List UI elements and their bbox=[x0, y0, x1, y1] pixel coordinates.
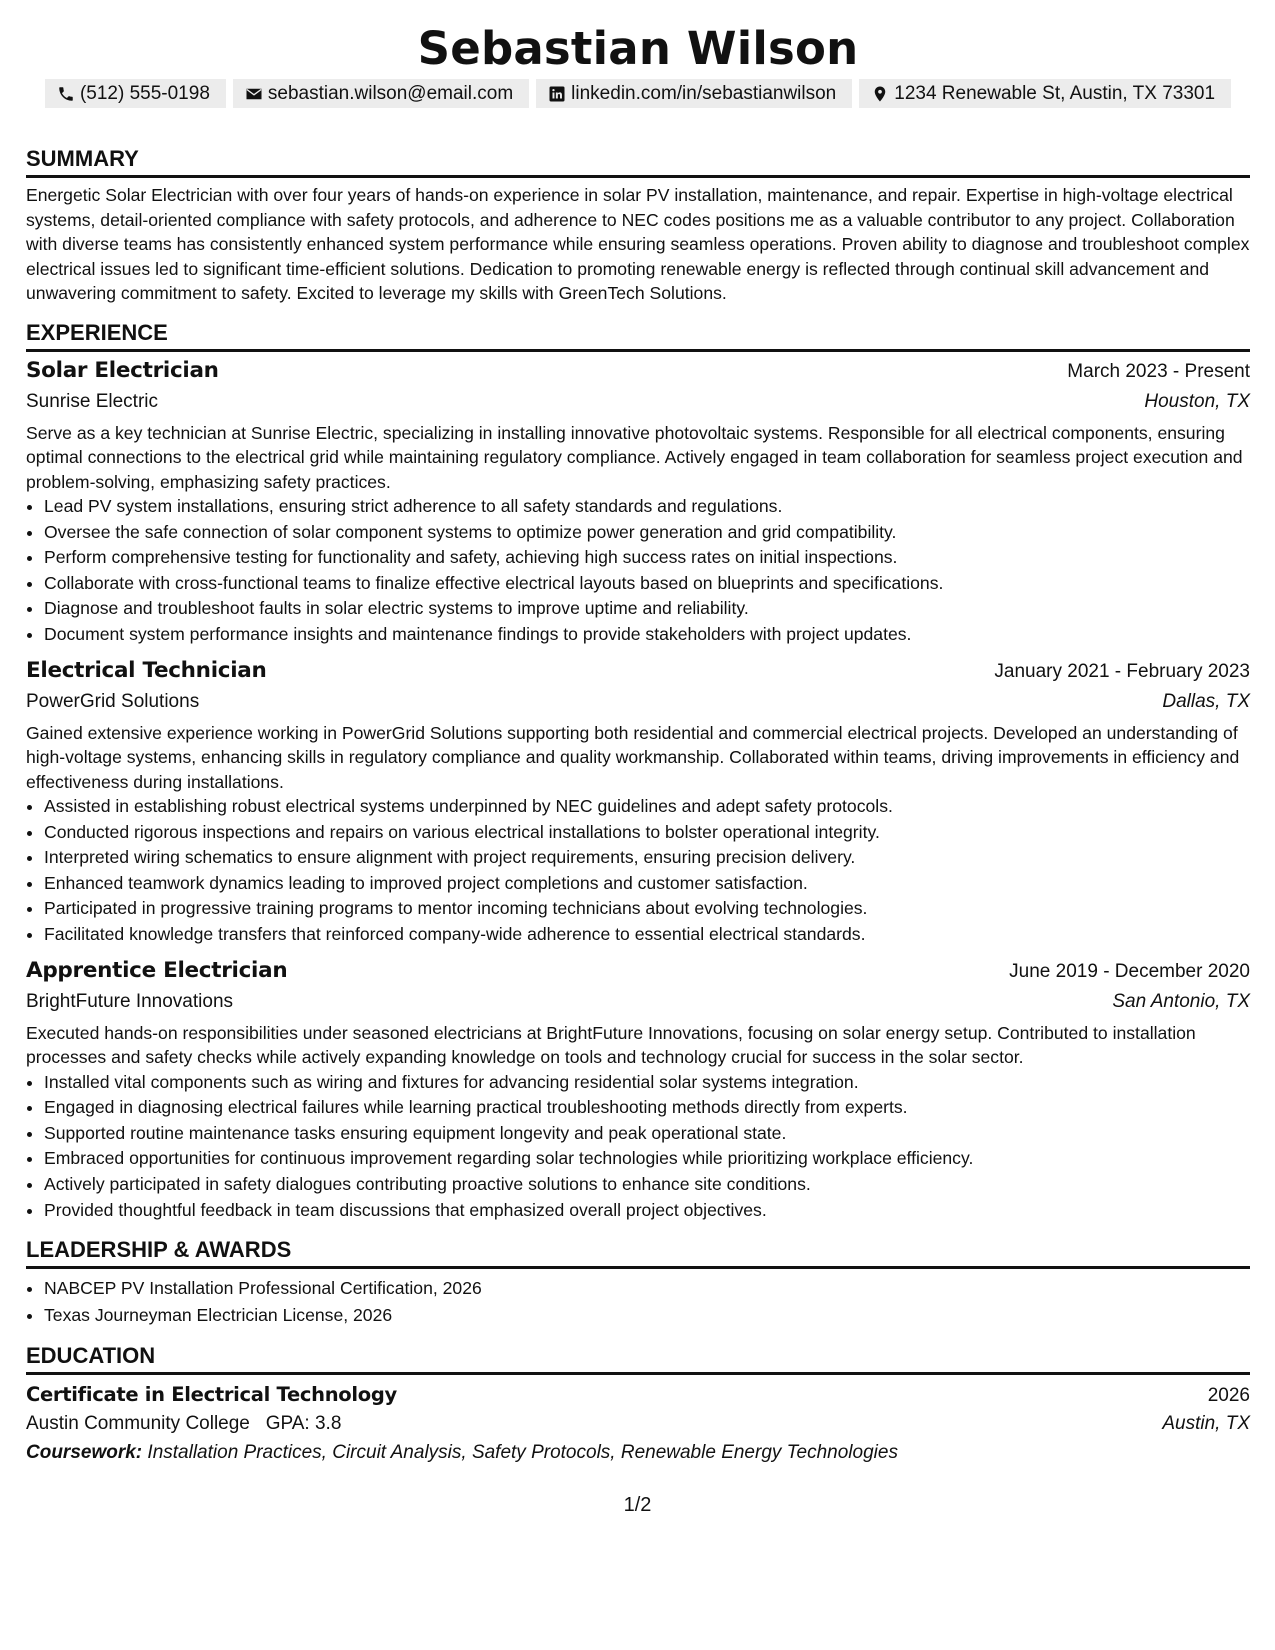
education-section bbox=[26, 1343, 1250, 1467]
job-subheader bbox=[26, 389, 1250, 415]
list-item: • Document system performance insights and maintenance findings to provide stakeholders with project updates. bbox=[44, 622, 1250, 648]
job-company: BrightFuture Innovations bbox=[26, 990, 234, 1012]
list-item: • Perform comprehensive testing for functionality and safety, achieving high success rates on initial inspections. bbox=[44, 545, 1250, 571]
job-description: Gained extensive experience working in PowerGrid Solutions supporting both residential and commercial electrical projects. Developed an understanding of high-voltage systems, enhancing skills in regulatory compliance and quality workmanship. Collaborated within teams, driving improvements in efficiency and effectiveness during installations. bbox=[26, 722, 1240, 792]
list-item: • Collaborate with cross-functional teams to finalize effective electrical layouts based on blueprints and specifications. bbox=[44, 571, 1250, 597]
contact-linkedin[interactable] bbox=[536, 79, 852, 108]
summary-heading: SUMMARY bbox=[26, 146, 1250, 178]
list-item: • Engaged in diagnosing electrical failures while learning practical troubleshooting methods directly from experts. bbox=[44, 1095, 1250, 1121]
job-location: Dallas, TX bbox=[1162, 690, 1250, 712]
coursework-label: Coursework: bbox=[26, 1442, 143, 1464]
job-entry bbox=[26, 958, 1250, 1224]
leadership-heading: LEADERSHIP & AWARDS bbox=[26, 1237, 1250, 1269]
phone-icon bbox=[57, 85, 75, 103]
contact-phone-text: (512) 555-0198 bbox=[79, 83, 210, 104]
job-bullets bbox=[26, 494, 1250, 648]
education-heading: EDUCATION bbox=[26, 1343, 1250, 1375]
list-item: • Installed vital components such as wiring and fixtures for advancing residential solar systems integration. bbox=[44, 1070, 1250, 1096]
experience-heading: EXPERIENCE bbox=[26, 320, 1250, 352]
summary-section bbox=[26, 146, 1250, 306]
job-description: Executed hands-on responsibilities under seasoned electricians at BrightFuture Innovations, focusing on solar energy setup. Contributed to installation processes and safety checks while actively expanding knowledge on tools and technology crucial for success in the solar sector. bbox=[26, 1022, 1196, 1068]
job-dates: January 2021 - February 2023 bbox=[994, 660, 1250, 682]
contact-bar bbox=[26, 79, 1250, 108]
education-school-line bbox=[26, 1411, 341, 1437]
contact-address bbox=[859, 79, 1231, 108]
list-item: • NABCEP PV Installation Professional Certification, 2026 bbox=[44, 1275, 1250, 1302]
list-item: • Enhanced teamwork dynamics leading to improved project completions and customer satisfaction. bbox=[44, 871, 1250, 897]
job-company: Sunrise Electric bbox=[26, 390, 158, 412]
list-item: • Oversee the safe connection of solar component systems to optimize power generation and grid compatibility. bbox=[44, 520, 1250, 546]
contact-address-text: 1234 Renewable St, Austin, TX 73301 bbox=[894, 83, 1216, 104]
education-gpa: GPA: 3.8 bbox=[265, 1413, 342, 1435]
education-year: 2026 bbox=[1207, 1385, 1250, 1407]
location-pin-icon bbox=[871, 85, 889, 103]
job-header bbox=[26, 358, 1250, 385]
job-subheader bbox=[26, 989, 1250, 1015]
contact-phone[interactable] bbox=[45, 79, 226, 108]
envelope-icon bbox=[245, 85, 263, 103]
summary-text: Energetic Solar Electrician with over four years of hands-on experience in solar PV installation, maintenance, and repair. Expertise in high-voltage electrical systems, detail-oriented compliance with safety protocols, and adherence to NEC codes positions me as a valuable contributor to any project. Collaboration with diverse teams has consistently enhanced system performance while ensuring seamless operations. Proven ability to diagnose and troubleshoot complex electrical issues led to significant time-efficient solutions. Dedication to promoting renewable energy is reflected through continual skill advancement and unwavering commitment to safety. Excited to leverage my skills with GreenTech Solutions. bbox=[26, 185, 1250, 303]
education-degree: Certificate in Electrical Technology bbox=[26, 1383, 397, 1407]
contact-email-text: sebastian.wilson@email.com bbox=[267, 83, 514, 104]
resume-page bbox=[26, 0, 1250, 1467]
job-title: Apprentice Electrician bbox=[26, 957, 288, 983]
education-coursework bbox=[26, 1439, 1250, 1467]
job-title: Solar Electrician bbox=[26, 357, 219, 383]
list-item: • Embraced opportunities for continuous improvement regarding solar technologies while prioritizing workplace efficiency. bbox=[44, 1146, 1250, 1172]
list-item: • Interpreted wiring schematics to ensure alignment with project requirements, ensuring precision delivery. bbox=[44, 845, 1250, 871]
job-dates: June 2019 - December 2020 bbox=[1009, 960, 1250, 982]
list-item: • Actively participated in safety dialogues contributing proactive solutions to enhance site conditions. bbox=[44, 1172, 1250, 1198]
education-header bbox=[26, 1382, 1250, 1409]
contact-linkedin-text: linkedin.com/in/sebastianwilson bbox=[571, 83, 837, 104]
page-number: 1/2 bbox=[623, 1494, 652, 1516]
job-description: Serve as a key technician at Sunrise Electric, specializing in installing innovative photovoltaic systems. Responsible for all electrical components, ensuring optimal connections to the electrical grid while maintaining regulatory compliance. Actively engaged in team collaboration for seamless project execution and problem-solving, emphasizing safety practices. bbox=[26, 422, 1243, 492]
job-header bbox=[26, 658, 1250, 685]
job-dates: March 2023 - Present bbox=[1067, 360, 1250, 382]
job-company: PowerGrid Solutions bbox=[26, 690, 200, 712]
list-item: • Texas Journeyman Electrician License, 2026 bbox=[44, 1302, 1250, 1329]
list-item: • Provided thoughtful feedback in team discussions that emphasized overall project objectives. bbox=[44, 1198, 1250, 1224]
job-title: Electrical Technician bbox=[26, 657, 267, 683]
linkedin-icon bbox=[548, 85, 566, 103]
education-school: Austin Community College bbox=[26, 1413, 250, 1435]
leadership-section bbox=[26, 1237, 1250, 1329]
job-header bbox=[26, 958, 1250, 985]
list-item: • Facilitated knowledge transfers that reinforced company-wide adherence to essential electrical standards. bbox=[44, 922, 1250, 948]
experience-section bbox=[26, 320, 1250, 1224]
education-location: Austin, TX bbox=[1162, 1413, 1250, 1435]
job-entry bbox=[26, 358, 1250, 648]
job-bullets bbox=[26, 1070, 1250, 1224]
list-item: • Supported routine maintenance tasks ensuring equipment longevity and peak operational state. bbox=[44, 1121, 1250, 1147]
education-subheader bbox=[26, 1411, 1250, 1437]
list-item: • Assisted in establishing robust electrical systems underpinned by NEC guidelines and adept safety protocols. bbox=[44, 794, 1250, 820]
job-location: Houston, TX bbox=[1144, 390, 1250, 412]
list-item: • Conducted rigorous inspections and repairs on various electrical installations to bolster operational integrity. bbox=[44, 820, 1250, 846]
job-bullets bbox=[26, 794, 1250, 948]
list-item: • Lead PV system installations, ensuring strict adherence to all safety standards and regulations. bbox=[44, 494, 1250, 520]
coursework-list: Installation Practices, Circuit Analysis, Safety Protocols, Renewable Energy Technologies bbox=[147, 1442, 898, 1464]
job-location: San Antonio, TX bbox=[1112, 990, 1250, 1012]
job-entry bbox=[26, 658, 1250, 948]
contact-email[interactable] bbox=[233, 79, 529, 108]
candidate-name: Sebastian Wilson bbox=[417, 22, 859, 75]
leadership-list bbox=[26, 1275, 1250, 1329]
list-item: • Diagnose and troubleshoot faults in solar electric systems to improve uptime and reliability. bbox=[44, 596, 1250, 622]
job-subheader bbox=[26, 689, 1250, 715]
list-item: • Participated in progressive training programs to mentor incoming technicians about evolving technologies. bbox=[44, 896, 1250, 922]
